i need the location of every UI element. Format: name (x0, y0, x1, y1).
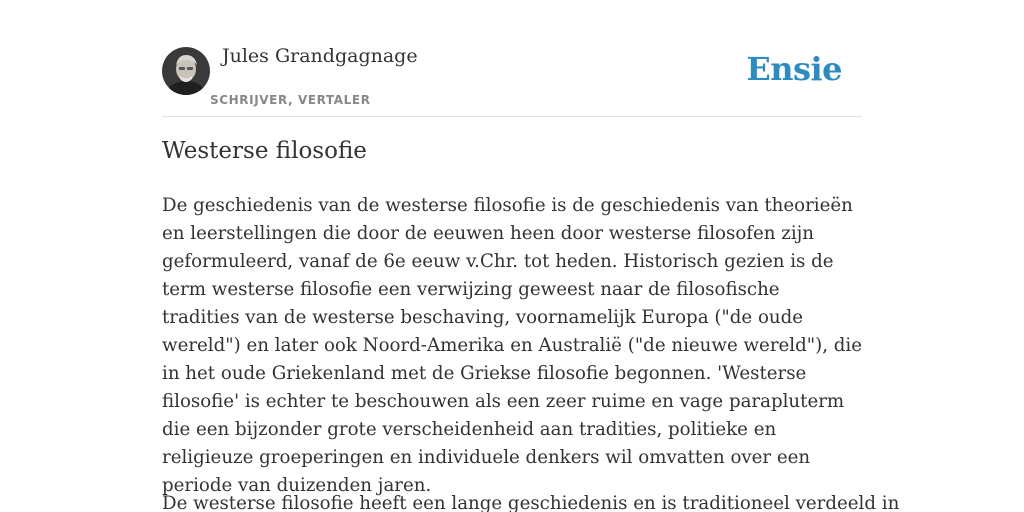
article-paragraph: De geschiedenis van de westerse filosofie is de geschiedenis van theorieën en leerstellingen die door de eeuwen heen door westerse filosofen zijn geformuleerd, vanaf de 6e eeuw v.Chr. tot heden. Historisch gezien is de term westerse filosofie een verwijzing geweest naar de filosofische tradities van de westerse beschaving, voornamelijk Europa ("de oude wereld") en later ook Noord-Amerika en Australië ("de nieuwe wereld"), die in het oude Griekenland met de Griekse filosofie begonnen. 'Westerse filosofie' is echter te beschouwen als een zeer ruime en vage parapluterm die een bijzonder grote verscheidenheid aan tradities, politieke en religieuze groeperingen en individuele denkers wil omvatten over een periode van duizenden jaren. (162, 195, 862, 496)
author-header (162, 0, 862, 117)
article-page (162, 0, 900, 512)
ensie-logo[interactable]: Ensie (746, 50, 842, 88)
author-avatar[interactable] (162, 47, 210, 95)
article-paragraph: De westerse filosofie heeft een lange geschiedenis en is traditioneel verdeeld in (162, 493, 900, 512)
author-name[interactable]: Jules Grandgagnage (222, 45, 418, 67)
article-title: Westerse filosofie (162, 138, 367, 164)
author-role: SCHRIJVER, VERTALER (210, 93, 371, 107)
avatar-photo-icon (162, 47, 210, 95)
